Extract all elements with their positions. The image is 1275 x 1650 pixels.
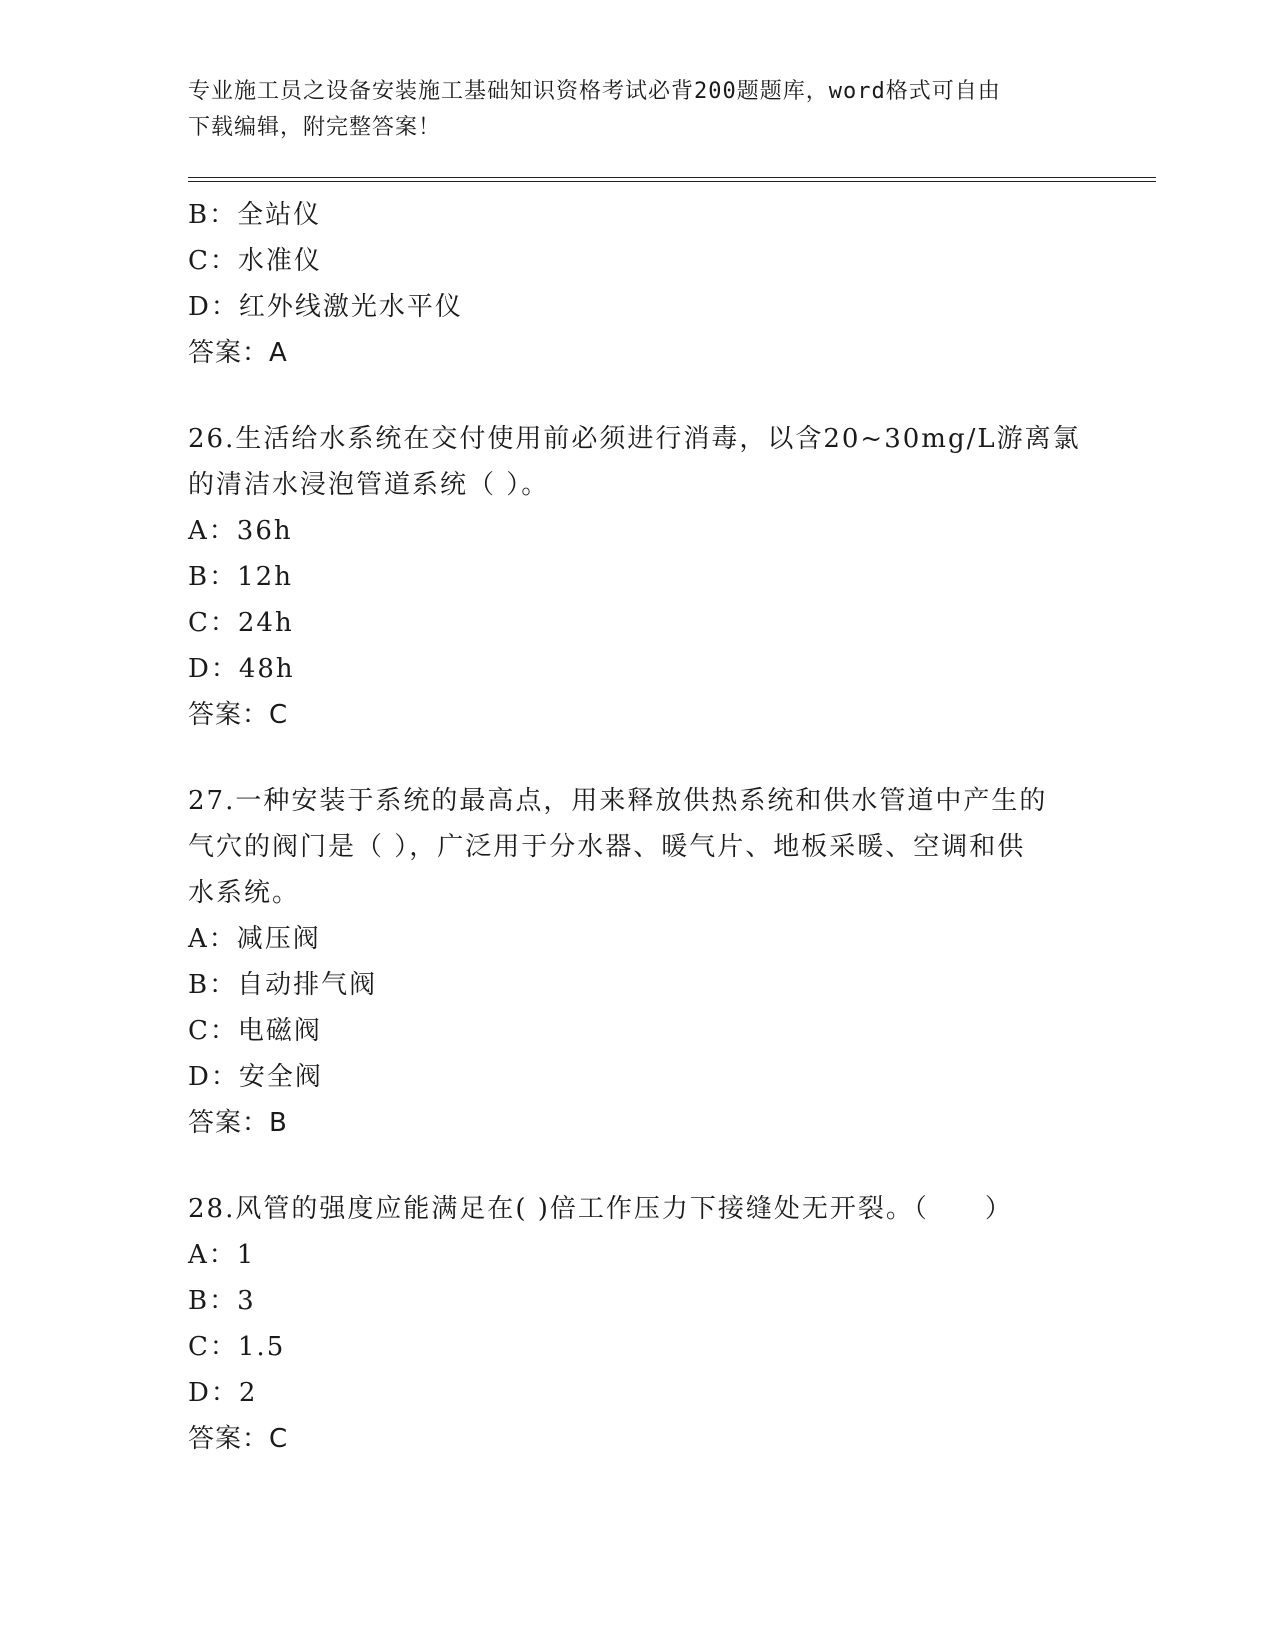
option-line: B：3 xyxy=(188,1286,256,1316)
option-line: D：安全阀 xyxy=(188,1062,323,1092)
option-line: D：2 xyxy=(188,1378,258,1408)
answer-line: 答案：B xyxy=(188,1108,288,1138)
header-divider-top xyxy=(188,177,1156,178)
option-line: B：自动排气阀 xyxy=(188,970,378,1000)
answer-line: 答案：C xyxy=(188,700,289,730)
question-text-line: 水系统。 xyxy=(188,878,301,908)
option-line: A：减压阀 xyxy=(188,924,321,954)
header-divider-bottom xyxy=(188,181,1156,182)
header-line-2: 下载编辑，附完整答案！ xyxy=(188,115,442,140)
document-header xyxy=(188,74,1068,146)
option-line: A：36h xyxy=(188,516,293,546)
option-line: C：24h xyxy=(188,608,294,638)
option-line: B：全站仪 xyxy=(188,200,322,230)
carryover-block xyxy=(188,192,1088,376)
question-text-line: 气穴的阀门是（ ），广泛用于分水器、暖气片、地板采暖、空调和供 xyxy=(188,832,1026,862)
option-line: C：水准仪 xyxy=(188,246,322,276)
option-line: D：48h xyxy=(188,654,295,684)
question-text-line: 的清洁水浸泡管道系统（ ）。 xyxy=(188,470,550,500)
answer-line: 答案：C xyxy=(188,1424,289,1454)
question-block xyxy=(188,1186,1088,1462)
question-text-line: 28.风管的强度应能满足在( )倍工作压力下接缝处无开裂。（ ） xyxy=(188,1194,1013,1224)
option-line: C：电磁阀 xyxy=(188,1016,322,1046)
question-block xyxy=(188,778,1088,1146)
question-text-line: 27.一种安装于系统的最高点，用来释放供热系统和供水管道中产生的 xyxy=(188,786,1048,816)
option-line: D：红外线激光水平仪 xyxy=(188,292,463,322)
option-line: C：1.5 xyxy=(188,1332,286,1362)
question-text-line: 26.生活给水系统在交付使用前必须进行消毒，以含20~30mg/L游离氯 xyxy=(188,424,1081,454)
header-line-1: 专业施工员之设备安装施工基础知识资格考试必背200题题库，word格式可自由 xyxy=(188,79,1001,104)
option-line: A：1 xyxy=(188,1240,256,1270)
option-line: B：12h xyxy=(188,562,293,592)
answer-line: 答案：A xyxy=(188,338,288,368)
question-block xyxy=(188,416,1088,738)
question-content xyxy=(188,192,1088,1462)
